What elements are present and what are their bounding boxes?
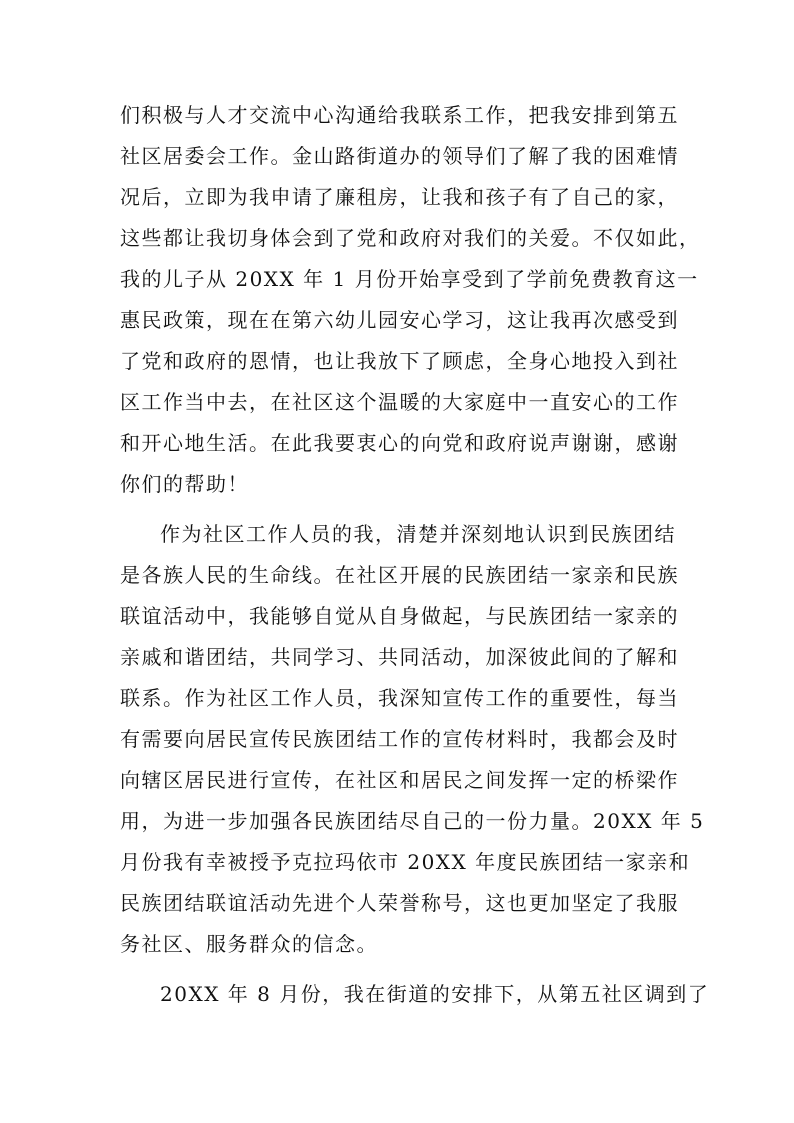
text-line: 务社区、服务群众的信念。: [120, 932, 378, 956]
text-line: 有需要向居民宣传民族团结工作的宣传材料时，我都会及时: [120, 727, 679, 751]
text-line: 们积极与人才交流中心沟通给我联系工作，把我安排到第五: [120, 103, 679, 127]
text-line: 我的儿子从 20XX 年 1 月份开始享受到了学前免费教育这一: [120, 267, 699, 291]
text-line: 用，为进一步加强各民族团结尽自己的一份力量。20XX 年 5: [120, 809, 705, 833]
text-line: 是各族人民的生命线。在社区开展的民族团结一家亲和民族: [120, 563, 679, 587]
text-line: 了党和政府的恩情，也让我放下了顾虑，全身心地投入到社: [120, 349, 679, 373]
text-line: 区工作当中去，在社区这个温暖的大家庭中一直安心的工作: [120, 390, 679, 414]
paragraph-first-line: 20XX 年 8 月份，我在街道的安排下，从第五社区调到了: [160, 982, 710, 1006]
text-line: 向辖区居民进行宣传，在社区和居民之间发挥一定的桥梁作: [120, 768, 679, 792]
paragraph-first-line: 作为社区工作人员的我，清楚并深刻地认识到民族团结: [160, 522, 676, 546]
text-line: 联系。作为社区工作人员，我深知宣传工作的重要性，每当: [120, 686, 679, 710]
text-line: 社区居委会工作。金山路街道办的领导们了解了我的困难情: [120, 144, 679, 168]
text-line: 联谊活动中，我能够自觉从自身做起，与民族团结一家亲的: [120, 604, 679, 628]
text-line: 你们的帮助！: [120, 472, 249, 496]
text-line: 民族团结联谊活动先进个人荣誉称号，这也更加坚定了我服: [120, 891, 679, 915]
text-line: 惠民政策，现在在第六幼儿园安心学习，这让我再次感受到: [120, 308, 679, 332]
text-line: 况后，立即为我申请了廉租房，让我和孩子有了自己的家，: [120, 185, 679, 209]
text-line: 月份我有幸被授予克拉玛依市 20XX 年度民族团结一家亲和: [120, 850, 691, 874]
text-line: 这些都让我切身体会到了党和政府对我们的关爱。不仅如此，: [120, 226, 701, 250]
text-line: 亲戚和谐团结，共同学习、共同活动，加深彼此间的了解和: [120, 645, 679, 669]
text-line: 和开心地生活。在此我要衷心的向党和政府说声谢谢，感谢: [120, 431, 679, 455]
